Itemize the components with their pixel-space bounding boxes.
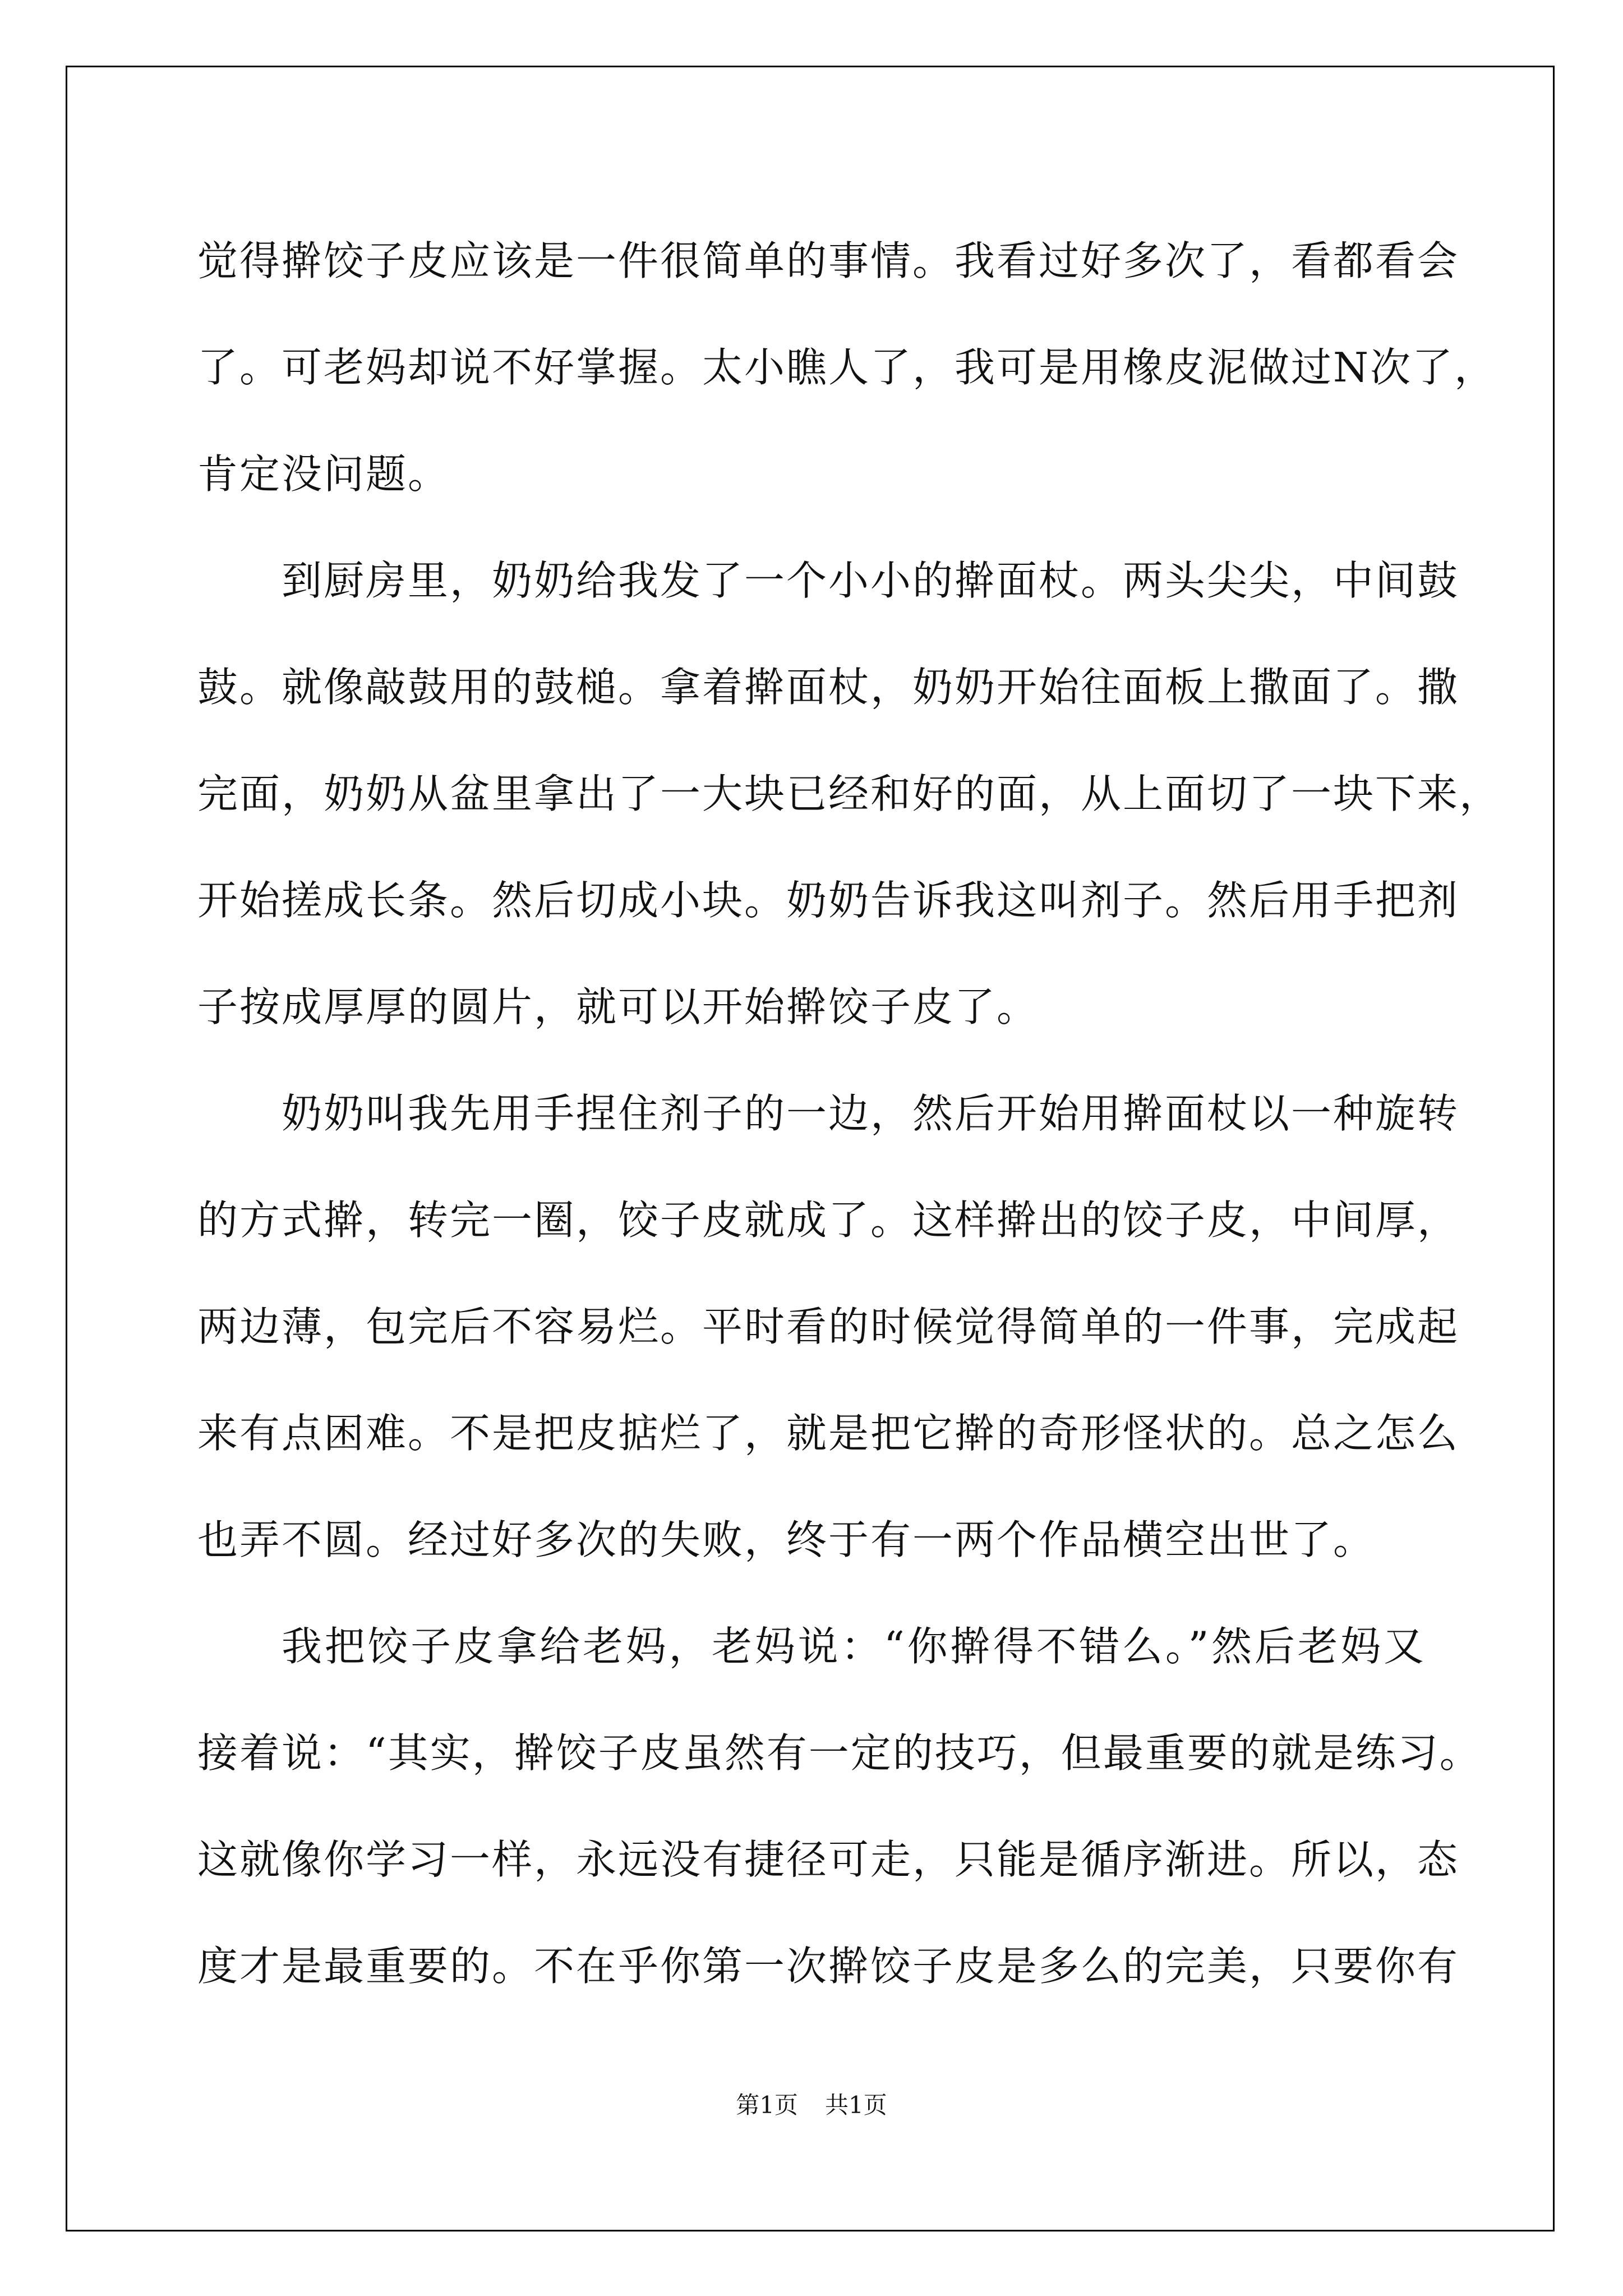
text-line: 肯定没问题。 [197, 450, 450, 498]
text-line: 的方式擀，转完一圈，饺子皮就成了。这样擀出的饺子皮，中间厚， [197, 1197, 1460, 1244]
text-line: 我把饺子皮拿给老妈，老妈说：“你擀得不错么。”然后老妈又 [282, 1623, 1426, 1670]
text-line: 鼓。就像敲鼓用的鼓槌。拿着擀面杖，奶奶开始往面板上撒面了。撒 [197, 664, 1460, 711]
text-line: 了。可老妈却说不好掌握。太小瞧人了，我可是用橡皮泥做过N次了， [197, 344, 1497, 391]
text-line: 来有点困难。不是把皮掂烂了，就是把它擀的奇形怪状的。总之怎么 [197, 1410, 1460, 1457]
page-number: 第1页 [736, 2091, 798, 2119]
document-body [197, 208, 1502, 2019]
text-line: 到厨房里，奶奶给我发了一个小小的擀面杖。两头尖尖，中间鼓 [282, 557, 1460, 604]
text-line: 两边薄，包完后不容易烂。平时看的时候觉得简单的一件事，完成起 [197, 1303, 1460, 1350]
text-line: 接着说：“其实，擀饺子皮虽然有一定的技巧，但最重要的就是练习。 [197, 1729, 1482, 1777]
text-line: 这就像你学习一样，永远没有捷径可走，只能是循序渐进。所以，态 [197, 1836, 1460, 1883]
page-total: 共1页 [825, 2091, 887, 2119]
text-line: 子按成厚厚的圆片，就可以开始擀饺子皮了。 [197, 983, 1039, 1030]
text-line: 开始搓成长条。然后切成小块。奶奶告诉我这叫剂子。然后用手把剂 [197, 877, 1460, 924]
text-line: 也弄不圆。经过好多次的失败，终于有一两个作品横空出世了。 [197, 1516, 1376, 1563]
text-line: 完面，奶奶从盆里拿出了一大块已经和好的面，从上面切了一块下来， [197, 770, 1502, 817]
text-line: 觉得擀饺子皮应该是一件很简单的事情。我看过好多次了，看都看会 [197, 237, 1460, 284]
text-line: 度才是最重要的。不在乎你第一次擀饺子皮是多么的完美，只要你有 [197, 1943, 1460, 1990]
page-footer [0, 2087, 1623, 2120]
text-line: 奶奶叫我先用手捏住剂子的一边，然后开始用擀面杖以一种旋转 [282, 1090, 1460, 1137]
